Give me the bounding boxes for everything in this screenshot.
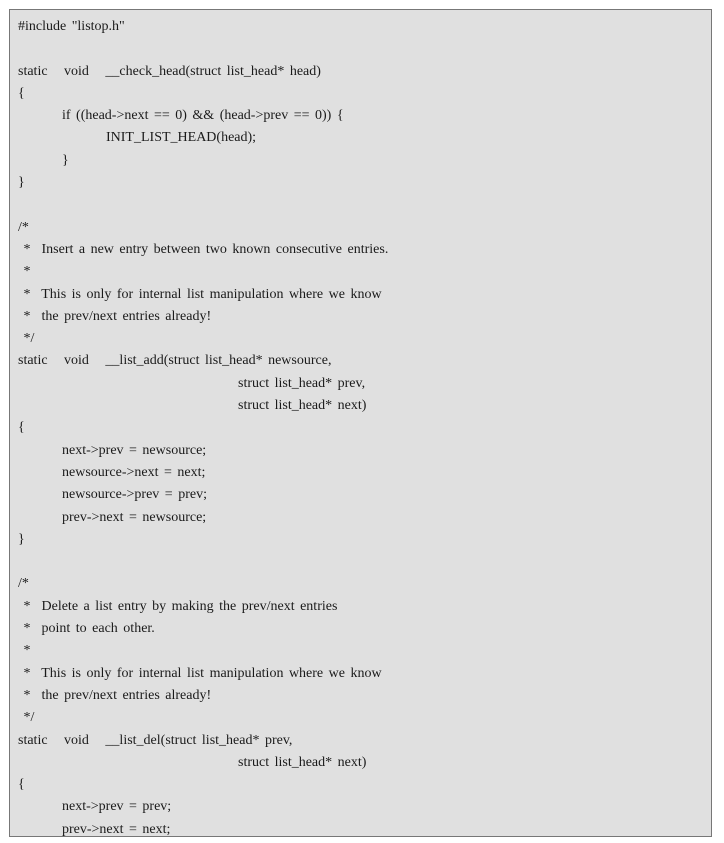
code-listing-box [9, 9, 712, 837]
code-line [18, 551, 703, 573]
code-line: newsource->next = next; [18, 464, 206, 480]
code-line: static void __list_add(struct list_head* newsource, [18, 353, 332, 369]
page-bottom-edge [0, 837, 724, 843]
code-line [18, 194, 703, 216]
code-listing [18, 16, 703, 837]
code-line: * the prev/next entries already! [18, 308, 212, 324]
code-line: } [18, 175, 25, 191]
code-line: * [18, 264, 31, 280]
code-line: { [18, 420, 25, 436]
code-line: * Insert a new entry between two known consecutive entries. [18, 241, 389, 257]
code-line: { [18, 85, 25, 101]
code-line: /* [18, 576, 29, 592]
code-line: * This is only for internal list manipulation where we know [18, 286, 382, 302]
code-line: newsource->prev = prev; [18, 487, 207, 503]
code-line: #include "listop.h" [18, 19, 125, 34]
code-line: * point to each other. [18, 621, 155, 637]
code-line: * Delete a list entry by making the prev/next entries [18, 598, 338, 614]
code-line: prev->next = next; [18, 821, 171, 837]
code-line: */ [18, 710, 35, 726]
code-line: */ [18, 331, 35, 347]
code-line: static void __list_del(struct list_head* prev, [18, 732, 293, 748]
code-line: prev->next = newsource; [18, 509, 207, 525]
code-line: } [18, 531, 25, 547]
code-line: struct list_head* next) [18, 754, 367, 770]
code-line: next->prev = prev; [18, 799, 172, 815]
code-line: struct list_head* prev, [18, 375, 366, 391]
code-line: } [18, 152, 69, 168]
code-line: if ((head->next == 0) && (head->prev == 0)) { [18, 108, 344, 124]
code-line: /* [18, 219, 29, 235]
code-line: * [18, 643, 31, 659]
code-line: * This is only for internal list manipulation where we know [18, 665, 382, 681]
code-line [18, 38, 703, 60]
code-line: static void __check_head(struct list_head* head) [18, 63, 321, 79]
code-line: struct list_head* next) [18, 398, 367, 414]
code-line: * the prev/next entries already! [18, 687, 212, 703]
code-line: INIT_LIST_HEAD(head); [18, 130, 257, 146]
code-line: next->prev = newsource; [18, 442, 207, 458]
code-line: { [18, 777, 25, 793]
